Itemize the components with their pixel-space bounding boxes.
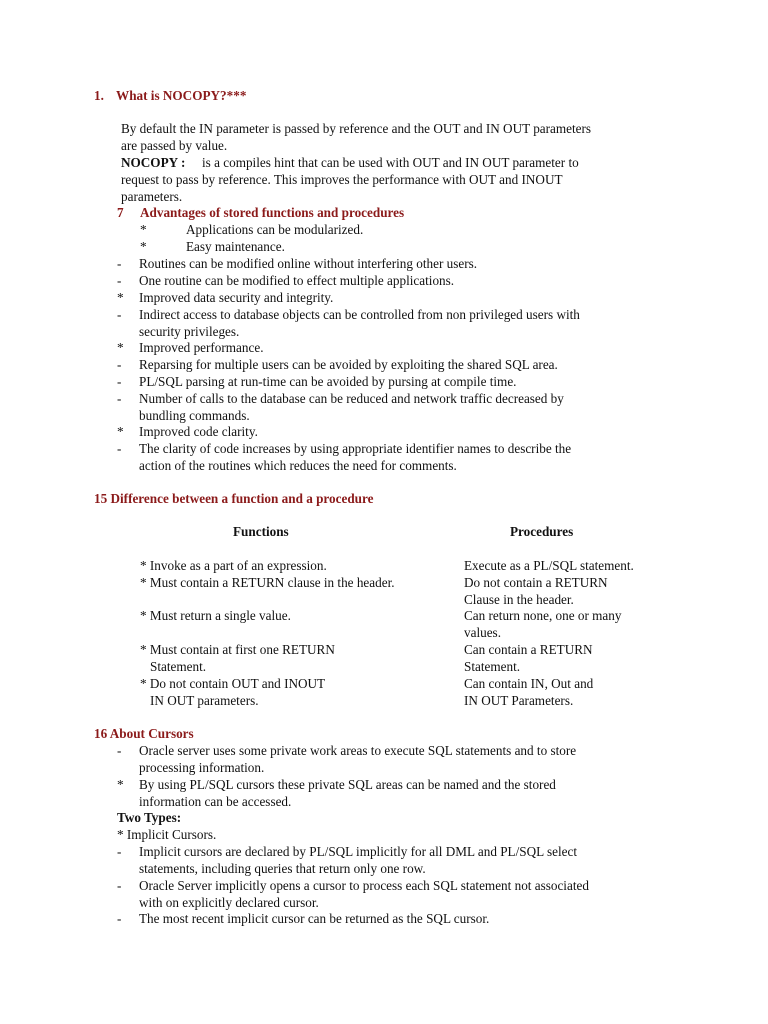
- list-bullet: -: [117, 878, 122, 893]
- q1-number: 1.: [94, 88, 104, 103]
- procedure-cell: Can contain IN, Out and: [464, 676, 594, 691]
- list-item-cont: security privileges.: [139, 324, 240, 339]
- list-item: Improved performance.: [139, 340, 264, 355]
- list-bullet: -: [117, 374, 122, 389]
- q1-para2-line1: is a compiles hint that can be used with OUT and IN OUT parameter to: [202, 155, 579, 170]
- list-bullet: *: [140, 239, 147, 254]
- list-bullet: -: [117, 391, 122, 406]
- list-bullet: -: [117, 844, 122, 859]
- procedure-cell: Execute as a PL/SQL statement.: [464, 558, 634, 573]
- function-cell-cont: IN OUT parameters.: [150, 693, 259, 708]
- list-item-cont: bundling commands.: [139, 408, 250, 423]
- procedures-header: Procedures: [510, 524, 574, 539]
- list-item-cont: processing information.: [139, 760, 265, 775]
- function-cell: * Must contain at first one RETURN: [140, 642, 335, 657]
- list-item: PL/SQL parsing at run-time can be avoided by pursing at compile time.: [139, 374, 517, 389]
- q1-title: What is NOCOPY?***: [116, 88, 247, 103]
- list-bullet: *: [117, 290, 124, 305]
- procedure-cell: Can contain a RETURN: [464, 642, 593, 657]
- q1-para2-line3: parameters.: [121, 189, 183, 204]
- q7-number: 7: [117, 205, 124, 220]
- list-item: Improved data security and integrity.: [139, 290, 334, 305]
- list-item: Applications can be modularized.: [186, 222, 364, 237]
- list-item: Oracle Server implicitly opens a cursor to process each SQL statement not associated: [139, 878, 589, 893]
- list-bullet: *: [140, 222, 147, 237]
- list-bullet: -: [117, 911, 122, 926]
- procedure-cell-cont: IN OUT Parameters.: [464, 693, 574, 708]
- list-item: The clarity of code increases by using appropriate identifier names to describe the: [139, 441, 572, 456]
- list-bullet: *: [117, 777, 124, 792]
- function-cell: * Invoke as a part of an expression.: [140, 558, 327, 573]
- list-bullet: *: [117, 424, 124, 439]
- list-item: Implicit cursors are declared by PL/SQL implicitly for all DML and PL/SQL select: [139, 844, 578, 859]
- list-item-cont: statements, including queries that return only one row.: [139, 861, 426, 876]
- list-bullet: -: [117, 441, 122, 456]
- q1-para2-line2: request to pass by reference. This improves the performance with OUT and INOUT: [121, 172, 563, 187]
- list-bullet: -: [117, 743, 122, 758]
- list-item: By using PL/SQL cursors these private SQL areas can be named and the stored: [139, 777, 556, 792]
- list-bullet: -: [117, 273, 122, 288]
- list-bullet: -: [117, 256, 122, 271]
- list-item: The most recent implicit cursor can be returned as the SQL cursor.: [139, 911, 490, 926]
- list-bullet: *: [117, 340, 124, 355]
- function-cell: * Must return a single value.: [140, 608, 291, 623]
- function-cell: * Do not contain OUT and INOUT: [140, 676, 326, 691]
- list-bullet: -: [117, 357, 122, 372]
- q1-para1-line1: By default the IN parameter is passed by reference and the OUT and IN OUT parameters: [121, 121, 592, 136]
- nocopy-label: NOCOPY :: [121, 155, 186, 170]
- list-item: Routines can be modified online without interfering other users.: [139, 256, 478, 271]
- procedure-cell-cont: Statement.: [464, 659, 521, 674]
- list-item: Indirect access to database objects can be controlled from non privileged users with: [139, 307, 580, 322]
- q1-para1-line2: are passed by value.: [121, 138, 228, 153]
- list-item: Easy maintenance.: [186, 239, 285, 254]
- q16-title: 16 About Cursors: [94, 726, 194, 741]
- procedure-cell-cont: values.: [464, 625, 501, 640]
- list-item: Number of calls to the database can be reduced and network traffic decreased by: [139, 391, 564, 406]
- function-cell: * Must contain a RETURN clause in the header.: [140, 575, 395, 590]
- procedure-cell: Can return none, one or many: [464, 608, 622, 623]
- procedure-cell: Do not contain a RETURN: [464, 575, 608, 590]
- procedure-cell-cont: Clause in the header.: [464, 592, 574, 607]
- q15-title: 15 Difference between a function and a procedure: [94, 491, 374, 506]
- list-item-cont: action of the routines which reduces the need for comments.: [139, 458, 457, 473]
- list-item: One routine can be modified to effect multiple applications.: [139, 273, 455, 288]
- list-item: Improved code clarity.: [139, 424, 258, 439]
- list-item: Oracle server uses some private work areas to execute SQL statements and to store: [139, 743, 577, 758]
- functions-header: Functions: [233, 524, 289, 539]
- implicit-cursors-label: * Implicit Cursors.: [117, 827, 217, 842]
- function-cell-cont: Statement.: [150, 659, 207, 674]
- list-item: Reparsing for multiple users can be avoided by exploiting the shared SQL area.: [139, 357, 558, 372]
- two-types-label: Two Types:: [117, 810, 182, 825]
- list-item-cont: information can be accessed.: [139, 794, 292, 809]
- list-bullet: -: [117, 307, 122, 322]
- list-item-cont: with on explicitly declared cursor.: [139, 895, 319, 910]
- q7-title: Advantages of stored functions and procedures: [140, 205, 405, 220]
